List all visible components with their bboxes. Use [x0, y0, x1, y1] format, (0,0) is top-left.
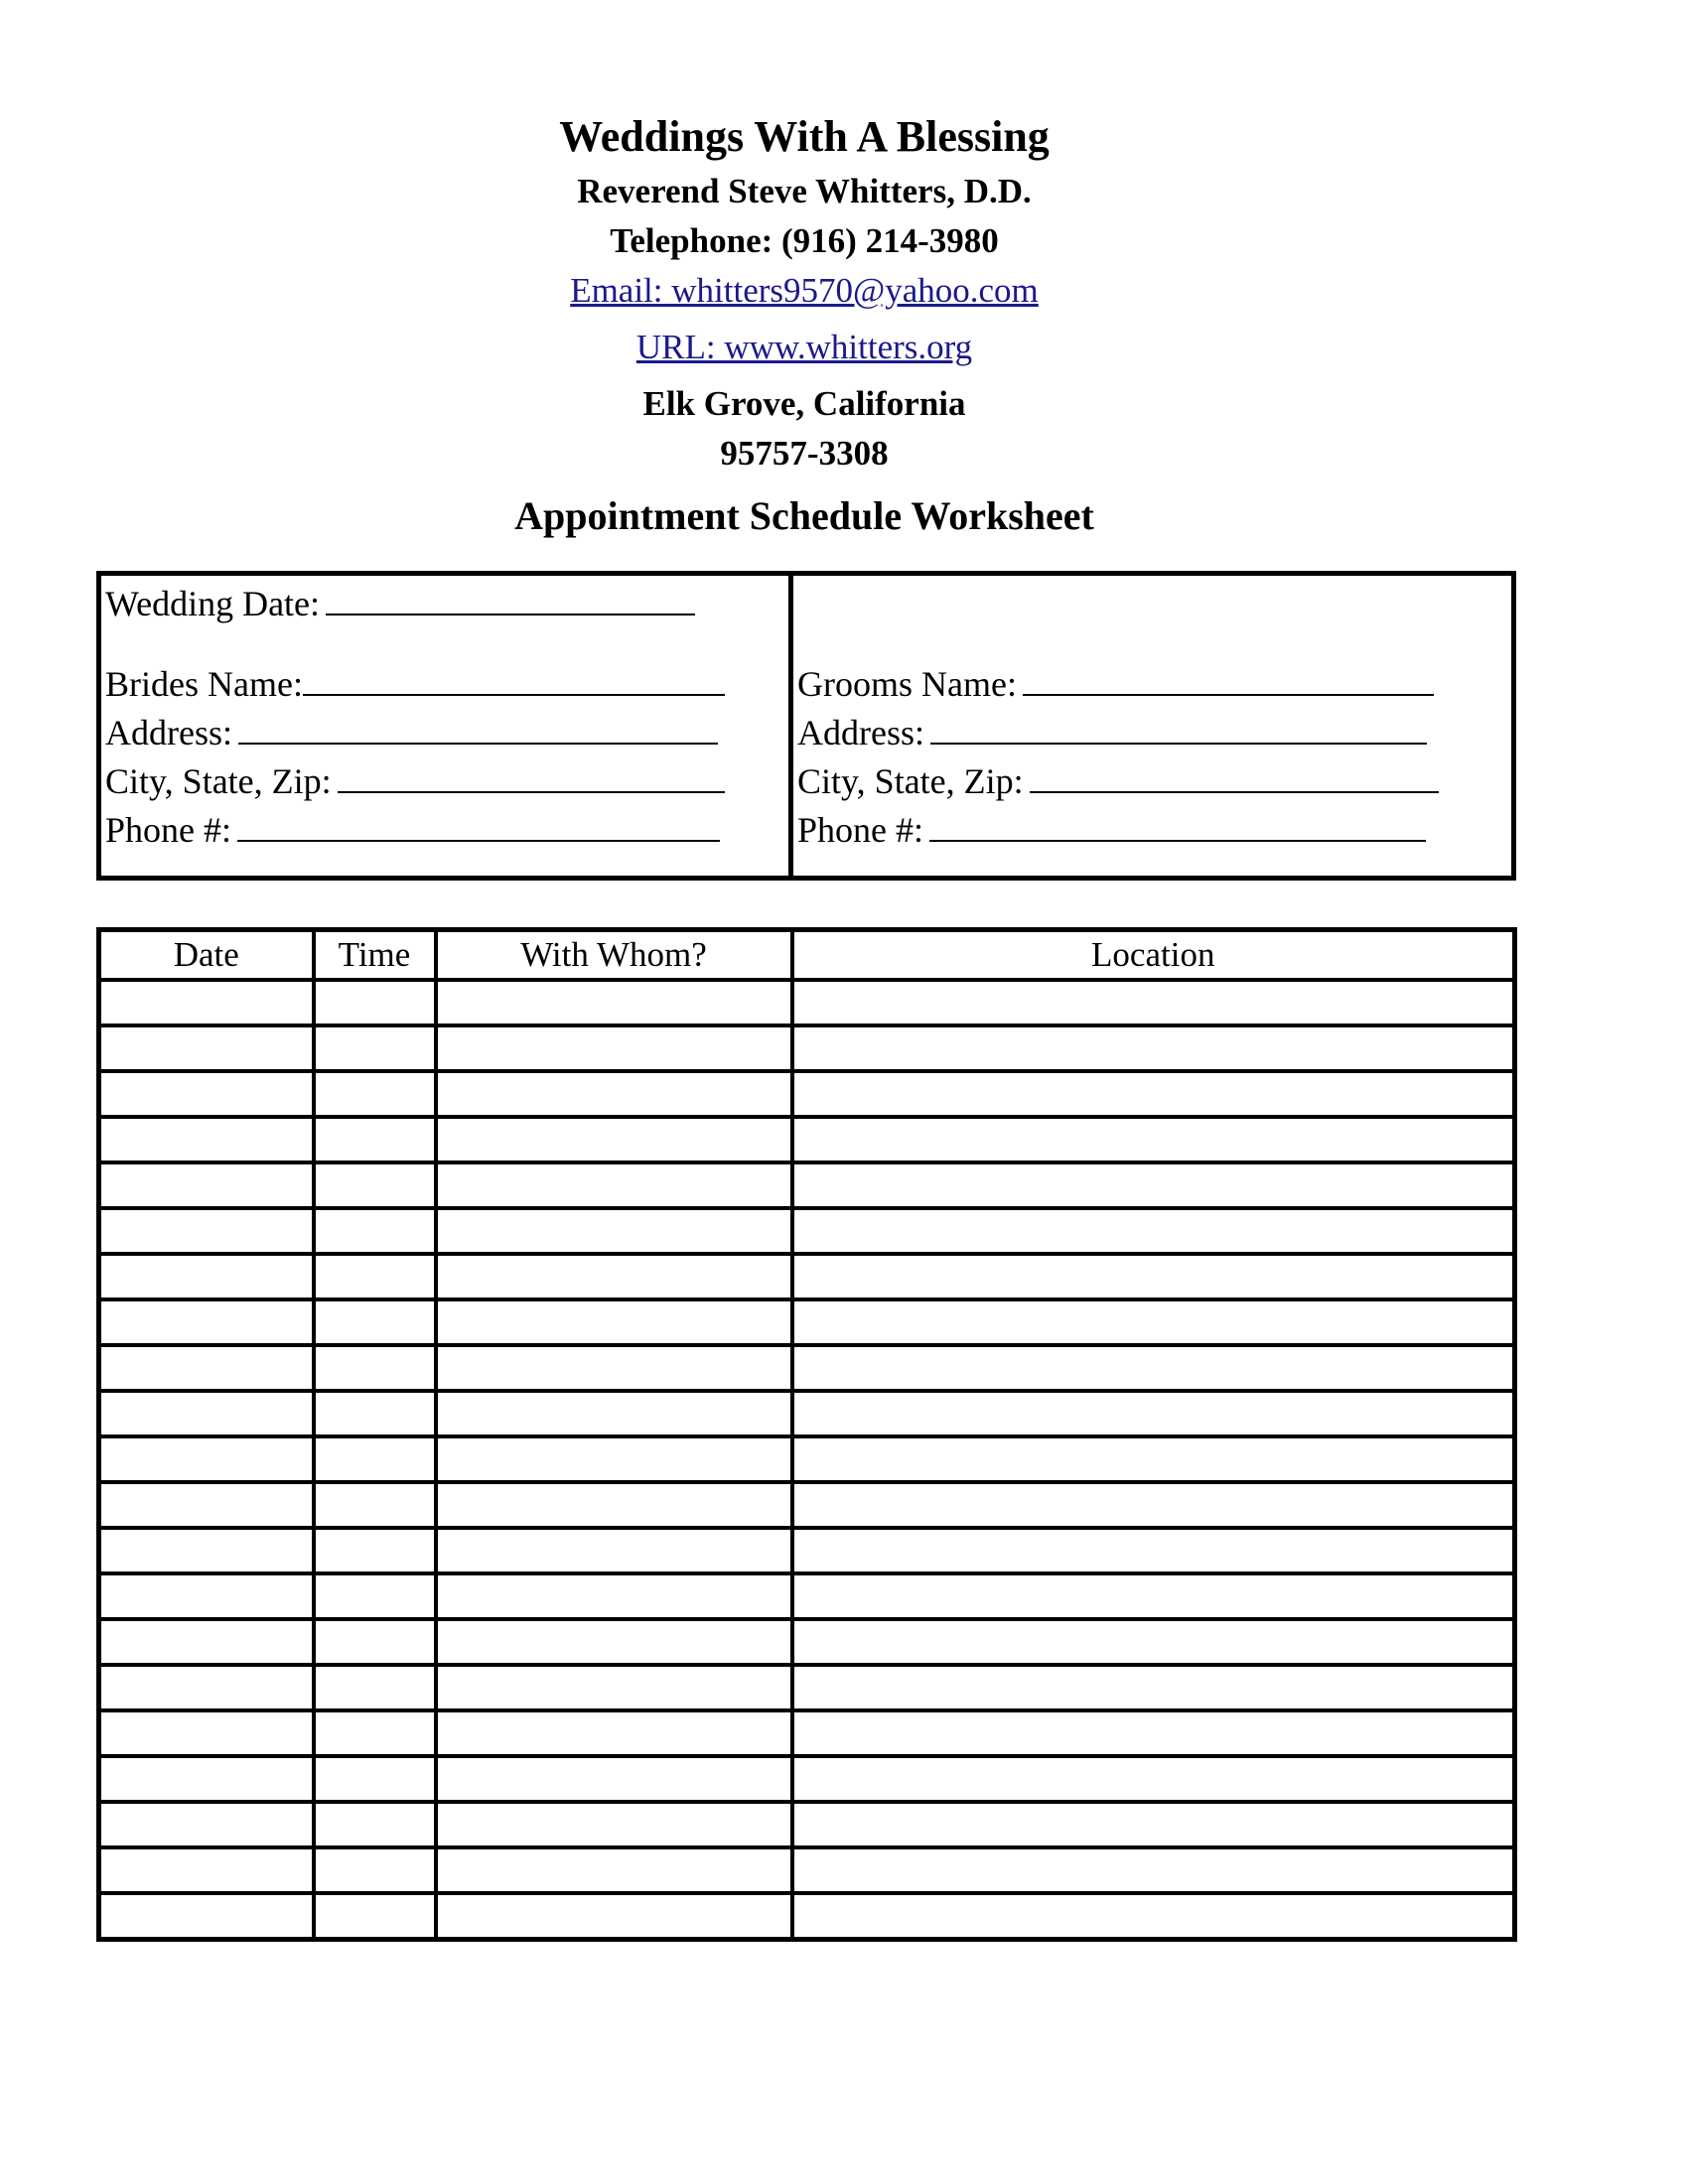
- table-row: [99, 1847, 1515, 1893]
- date-cell[interactable]: [99, 1528, 314, 1573]
- with-whom-cell[interactable]: [436, 1847, 792, 1893]
- location-cell[interactable]: [792, 1573, 1515, 1619]
- table-row: [99, 1573, 1515, 1619]
- time-cell[interactable]: [314, 1528, 436, 1573]
- column-header-with-whom: With Whom?: [436, 930, 792, 981]
- date-cell[interactable]: [99, 1665, 314, 1710]
- location-cell[interactable]: [792, 1619, 1515, 1665]
- time-cell[interactable]: [314, 1345, 436, 1391]
- with-whom-cell[interactable]: [436, 1619, 792, 1665]
- time-cell[interactable]: [314, 1756, 436, 1802]
- time-cell[interactable]: [314, 1254, 436, 1299]
- location-cell[interactable]: [792, 1162, 1515, 1208]
- wedding-date-field[interactable]: [105, 582, 695, 625]
- city-state: Elk Grove, California: [642, 384, 966, 423]
- date-cell[interactable]: [99, 1756, 314, 1802]
- date-cell[interactable]: [99, 1436, 314, 1482]
- date-cell[interactable]: [99, 1208, 314, 1254]
- date-cell[interactable]: [99, 1619, 314, 1665]
- bride-address-label: Address:: [105, 713, 232, 752]
- bride-phone-field[interactable]: [105, 808, 720, 852]
- location-cell[interactable]: [792, 1345, 1515, 1391]
- bride-column: [101, 576, 793, 876]
- time-cell[interactable]: [314, 1802, 436, 1847]
- bride-name-label: Brides Name:: [105, 664, 303, 704]
- time-cell[interactable]: [314, 1025, 436, 1071]
- wedding-date-blank[interactable]: [326, 582, 695, 615]
- date-cell[interactable]: [99, 1391, 314, 1436]
- time-cell[interactable]: [314, 1710, 436, 1756]
- time-cell[interactable]: [314, 1482, 436, 1528]
- time-cell[interactable]: [314, 1162, 436, 1208]
- location-cell[interactable]: [792, 1528, 1515, 1573]
- with-whom-cell[interactable]: [436, 1436, 792, 1482]
- groom-city-label: City, State, Zip:: [797, 761, 1024, 801]
- with-whom-cell[interactable]: [436, 1254, 792, 1299]
- time-cell[interactable]: [314, 1893, 436, 1940]
- location-cell[interactable]: [792, 1847, 1515, 1893]
- date-cell[interactable]: [99, 1482, 314, 1528]
- table-row: [99, 1893, 1515, 1940]
- table-row: [99, 1436, 1515, 1482]
- time-cell[interactable]: [314, 1573, 436, 1619]
- date-cell[interactable]: [99, 1573, 314, 1619]
- bride-name-field[interactable]: [105, 662, 725, 706]
- bride-phone-blank[interactable]: [237, 808, 720, 842]
- location-cell[interactable]: [792, 1071, 1515, 1117]
- bride-address-field[interactable]: [105, 711, 718, 754]
- date-cell[interactable]: [99, 1299, 314, 1345]
- table-row: [99, 1208, 1515, 1254]
- date-cell[interactable]: [99, 1710, 314, 1756]
- time-cell[interactable]: [314, 980, 436, 1025]
- table-row: [99, 1299, 1515, 1345]
- org-name: Weddings With A Blessing: [559, 112, 1050, 161]
- table-row: [99, 1117, 1515, 1162]
- groom-phone-blank[interactable]: [929, 808, 1426, 842]
- table-row: [99, 1756, 1515, 1802]
- bride-name-blank[interactable]: [303, 662, 725, 696]
- time-cell[interactable]: [314, 1208, 436, 1254]
- groom-name-label: Grooms Name:: [797, 664, 1017, 704]
- date-cell[interactable]: [99, 1162, 314, 1208]
- table-row: [99, 1482, 1515, 1528]
- date-cell[interactable]: [99, 1117, 314, 1162]
- groom-name-field[interactable]: [797, 662, 1434, 706]
- time-cell[interactable]: [314, 1847, 436, 1893]
- with-whom-cell[interactable]: [436, 1665, 792, 1710]
- location-cell[interactable]: [792, 1025, 1515, 1071]
- with-whom-cell[interactable]: [436, 1893, 792, 1940]
- time-cell[interactable]: [314, 1299, 436, 1345]
- telephone: Telephone: (916) 214-3980: [610, 221, 999, 260]
- location-cell[interactable]: [792, 1254, 1515, 1299]
- with-whom-cell[interactable]: [436, 980, 792, 1025]
- column-header-date: Date: [99, 930, 314, 981]
- table-row: [99, 1802, 1515, 1847]
- bride-city-label: City, State, Zip:: [105, 761, 332, 801]
- groom-column: [793, 576, 1511, 876]
- with-whom-cell[interactable]: [436, 1710, 792, 1756]
- date-cell[interactable]: [99, 1025, 314, 1071]
- time-cell[interactable]: [314, 1117, 436, 1162]
- table-row: [99, 1619, 1515, 1665]
- date-cell[interactable]: [99, 1802, 314, 1847]
- appointment-table: [96, 927, 1517, 1942]
- location-cell[interactable]: [792, 1208, 1515, 1254]
- worksheet-title: Appointment Schedule Worksheet: [514, 493, 1094, 538]
- location-cell[interactable]: [792, 1756, 1515, 1802]
- with-whom-cell[interactable]: [436, 1208, 792, 1254]
- groom-address-field[interactable]: [797, 711, 1427, 754]
- with-whom-cell[interactable]: [436, 1162, 792, 1208]
- time-cell[interactable]: [314, 1665, 436, 1710]
- table-row: [99, 1710, 1515, 1756]
- date-cell[interactable]: [99, 980, 314, 1025]
- time-cell[interactable]: [314, 1436, 436, 1482]
- table-header-row: [99, 930, 1515, 981]
- with-whom-cell[interactable]: [436, 1117, 792, 1162]
- table-row: [99, 1665, 1515, 1710]
- location-cell[interactable]: [792, 1299, 1515, 1345]
- column-header-location: Location: [792, 930, 1515, 981]
- with-whom-cell[interactable]: [436, 1299, 792, 1345]
- groom-phone-field[interactable]: [797, 808, 1426, 852]
- groom-name-blank[interactable]: [1023, 662, 1434, 696]
- table-row: [99, 1528, 1515, 1573]
- bride-city-field[interactable]: [105, 759, 725, 803]
- table-row: [99, 1025, 1515, 1071]
- email-link[interactable]: Email: whitters9570@yahoo.com: [570, 271, 1039, 310]
- date-cell[interactable]: [99, 1254, 314, 1299]
- appointment-rows: [99, 980, 1515, 1940]
- groom-address-blank[interactable]: [930, 711, 1427, 745]
- location-cell[interactable]: [792, 1117, 1515, 1162]
- wedding-date-label: Wedding Date:: [105, 584, 321, 623]
- location-cell[interactable]: [792, 1436, 1515, 1482]
- letterhead: [0, 107, 1609, 478]
- bride-phone-label: Phone #:: [105, 810, 232, 850]
- groom-address-label: Address:: [797, 713, 924, 752]
- groom-phone-label: Phone #:: [797, 810, 924, 850]
- date-cell[interactable]: [99, 1345, 314, 1391]
- location-cell[interactable]: [792, 980, 1515, 1025]
- with-whom-cell[interactable]: [436, 1025, 792, 1071]
- with-whom-cell[interactable]: [436, 1391, 792, 1436]
- time-cell[interactable]: [314, 1071, 436, 1117]
- groom-city-blank[interactable]: [1030, 759, 1439, 793]
- with-whom-cell[interactable]: [436, 1802, 792, 1847]
- with-whom-cell[interactable]: [436, 1573, 792, 1619]
- location-cell[interactable]: [792, 1893, 1515, 1940]
- date-cell[interactable]: [99, 1071, 314, 1117]
- location-cell[interactable]: [792, 1802, 1515, 1847]
- bride-address-blank[interactable]: [238, 711, 718, 745]
- with-whom-cell[interactable]: [436, 1345, 792, 1391]
- officiant-name: Reverend Steve Whitters, D.D.: [577, 172, 1032, 210]
- url-link[interactable]: URL: www.whitters.org: [635, 328, 973, 366]
- table-row: [99, 1345, 1515, 1391]
- time-cell[interactable]: [314, 1391, 436, 1436]
- date-cell[interactable]: [99, 1847, 314, 1893]
- with-whom-cell[interactable]: [436, 1482, 792, 1528]
- time-cell[interactable]: [314, 1619, 436, 1665]
- table-row: [99, 1162, 1515, 1208]
- table-row: [99, 1071, 1515, 1117]
- groom-city-field[interactable]: [797, 759, 1439, 803]
- zip-code: 95757-3308: [720, 434, 889, 473]
- column-header-time: Time: [314, 930, 436, 981]
- location-cell[interactable]: [792, 1482, 1515, 1528]
- bride-city-blank[interactable]: [338, 759, 725, 793]
- location-cell[interactable]: [792, 1391, 1515, 1436]
- with-whom-cell[interactable]: [436, 1528, 792, 1573]
- location-cell[interactable]: [792, 1665, 1515, 1710]
- date-cell[interactable]: [99, 1893, 314, 1940]
- couple-info-box: [96, 571, 1516, 881]
- table-row: [99, 980, 1515, 1025]
- with-whom-cell[interactable]: [436, 1756, 792, 1802]
- table-row: [99, 1254, 1515, 1299]
- with-whom-cell[interactable]: [436, 1071, 792, 1117]
- table-row: [99, 1391, 1515, 1436]
- location-cell[interactable]: [792, 1710, 1515, 1756]
